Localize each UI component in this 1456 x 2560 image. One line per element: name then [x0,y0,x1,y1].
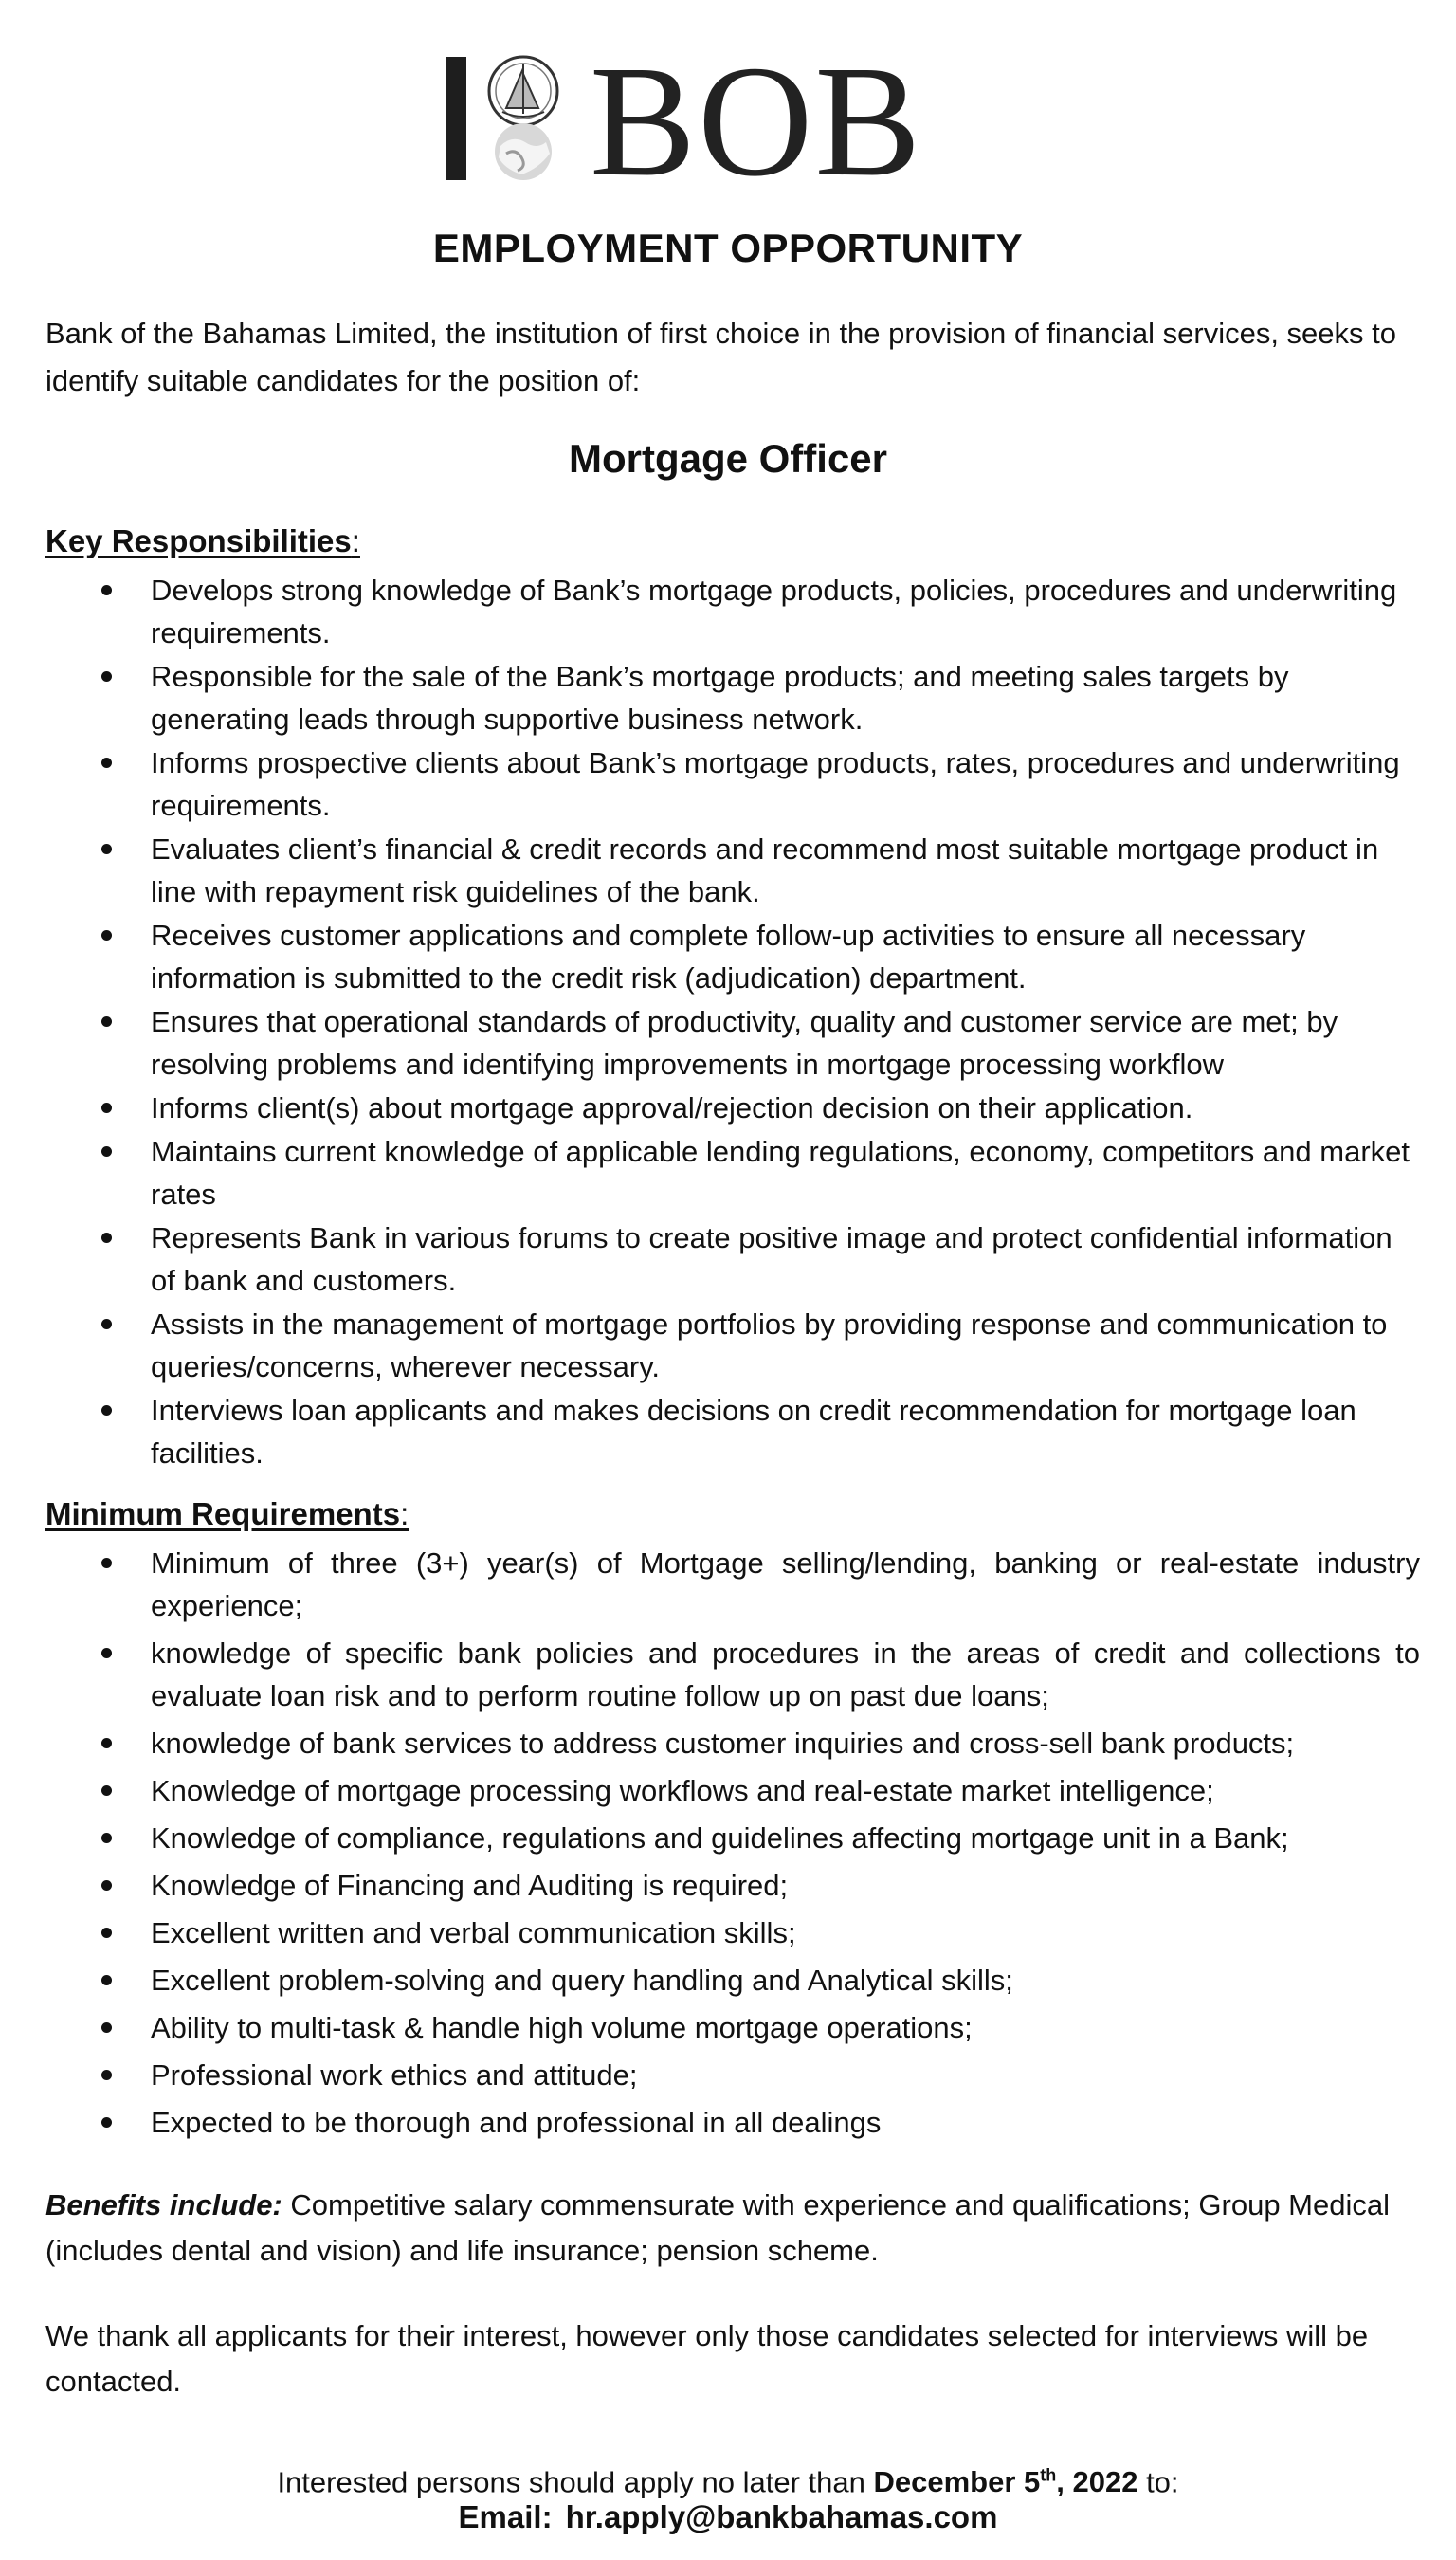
list-item [46,1389,1420,1474]
apply-instructions [0,2454,1456,2504]
bullet-icon [101,1785,112,1796]
list-item-text: Assists in the management of mortgage portfolios by providing response and communication to queries/concerns, wherever necessary. [151,1307,1388,1383]
list-item-text: Excellent problem-solving and query handling and Analytical skills; [151,1964,1013,1997]
bullet-icon [101,1880,112,1891]
list-item-text: Represents Bank in various forums to create positive image and protect confidential information of bank and customers. [151,1221,1392,1297]
list-item [46,1911,1420,1954]
bullet-icon [101,1319,112,1329]
list-item-text: Professional work ethics and attitude; [151,2058,638,2092]
email-label: Email: [458,2499,553,2534]
bullet-icon [101,1975,112,1985]
bullet-icon [101,2070,112,2080]
list-item [46,1542,1420,1627]
deadline-day: December 5 [873,2465,1041,2499]
list-item-text: Expected to be thorough and professional in all dealings [151,2106,882,2139]
list-item-text: Informs prospective clients about Bank’s mortgage products, rates, procedures and underwriting requirements. [151,746,1400,822]
responsibilities-heading [46,523,360,559]
bullet-icon [101,1233,112,1243]
bank-seal-emblem-icon [446,55,578,183]
responsibilities-list [46,569,1420,1475]
apply-suffix: to: [1138,2465,1179,2499]
bullet-icon [101,1738,112,1748]
bullet-icon [101,2022,112,2033]
benefits-text: Competitive salary commensurate with experience and qualifications; Group Medical (includes dental and vision) and life insurance; pension scheme. [46,2188,1390,2267]
requirements-heading [46,1496,409,1532]
list-item [46,1722,1420,1765]
bullet-icon [101,585,112,595]
list-item [46,2054,1420,2096]
deadline-date [873,2465,1138,2498]
logo-wordmark: BOB [590,33,923,210]
list-item-text: Knowledge of compliance, regulations and guidelines affecting mortgage unit in a Bank; [151,1821,1289,1855]
list-item-text: Interviews loan applicants and makes decisions on credit recommendation for mortgage loan facilities. [151,1394,1356,1470]
intro-paragraph: Bank of the Bahamas Limited, the institution of first choice in the provision of financial services, seeks to identify suitable candidates for the position of: [46,317,1397,397]
list-item-text: Receives customer applications and complete follow-up activities to ensure all necessary information is submitted to the credit risk (adjudication) department. [151,919,1306,995]
requirements-heading-text: Minimum Requirements [46,1496,401,1531]
responsibilities-heading-colon: : [351,523,360,558]
bullet-icon [101,1016,112,1027]
list-item [46,655,1420,741]
list-item-text: Ability to multi-task & handle high volume mortgage operations; [151,2011,973,2044]
list-item [46,1216,1420,1302]
deadline-suffix: th [1040,2466,1057,2485]
list-item-text: knowledge of bank services to address customer inquiries and cross-sell bank products; [151,1727,1295,1760]
requirements-list [46,1542,1420,2149]
list-item [46,2101,1420,2144]
list-item-text: knowledge of specific bank policies and procedures in the areas of credit and collections to evaluate loan risk and to perform routine follow up on past due loans; [151,1637,1420,1712]
bullet-icon [101,1405,112,1416]
bullet-icon [101,2117,112,2128]
list-item [46,1087,1420,1129]
bank-logo [446,33,1014,210]
bullet-icon [101,930,112,941]
list-item [46,1130,1420,1216]
list-item-text: Evaluates client’s financial & credit records and recommend most suitable mortgage product in line with repayment risk guidelines of the bank. [151,832,1379,908]
bullet-icon [101,1833,112,1843]
list-item-text: Knowledge of Financing and Auditing is required; [151,1869,789,1902]
list-item [46,1959,1420,2002]
list-item [46,1817,1420,1859]
list-item [46,741,1420,827]
list-item [46,1000,1420,1086]
requirements-heading-colon: : [400,1496,410,1531]
apply-prefix: Interested persons should apply no later than [277,2465,874,2499]
bullet-icon [101,1558,112,1568]
page-title: EMPLOYMENT OPPORTUNITY [432,226,1024,270]
list-item-text: Develops strong knowledge of Bank’s mortgage products, policies, procedures and underwriting requirements. [151,574,1397,649]
contact-email [0,2499,1456,2535]
list-item-text: Ensures that operational standards of productivity, quality and customer service are met; by resolving problems and identifying improvements in mortgage processing workflow [151,1005,1338,1081]
list-item [46,1769,1420,1812]
benefits-label: Benefits include: [46,2188,282,2222]
list-item-text: Knowledge of mortgage processing workflows and real-estate market intelligence; [151,1774,1214,1807]
bullet-icon [101,1648,112,1658]
list-item [46,2006,1420,2049]
list-item [46,1632,1420,1717]
list-item [46,1303,1420,1388]
bullet-icon [101,1928,112,1938]
bullet-icon [101,758,112,768]
list-item [46,914,1420,999]
list-item-text: Informs client(s) about mortgage approval/rejection decision on their application. [151,1091,1193,1125]
thanks-paragraph: We thank all applicants for their interest, however only those candidates selected for interviews will be contacted. [46,2319,1369,2398]
benefits-paragraph [46,2183,1415,2274]
position-title: Mortgage Officer [568,436,888,481]
deadline-year: , 2022 [1056,2465,1138,2499]
list-item-text: Responsible for the sale of the Bank’s mortgage products; and meeting sales targets by generating leads through supportive business network. [151,660,1289,736]
bullet-icon [101,671,112,682]
bullet-icon [101,1103,112,1113]
responsibilities-heading-text: Key Responsibilities [46,523,352,558]
bullet-icon [101,844,112,854]
list-item-text: Maintains current knowledge of applicable lending regulations, economy, competitors and market rates [151,1135,1410,1211]
list-item [46,569,1420,654]
list-item-text: Excellent written and verbal communication skills; [151,1916,796,1949]
list-item-text: Minimum of three (3+) year(s) of Mortgage selling/lending, banking or real-estate industry experience; [151,1546,1420,1622]
list-item [46,828,1420,913]
list-item [46,1864,1420,1907]
email-address-link[interactable]: hr.apply@bankbahamas.com [565,2499,998,2534]
bullet-icon [101,1146,112,1157]
